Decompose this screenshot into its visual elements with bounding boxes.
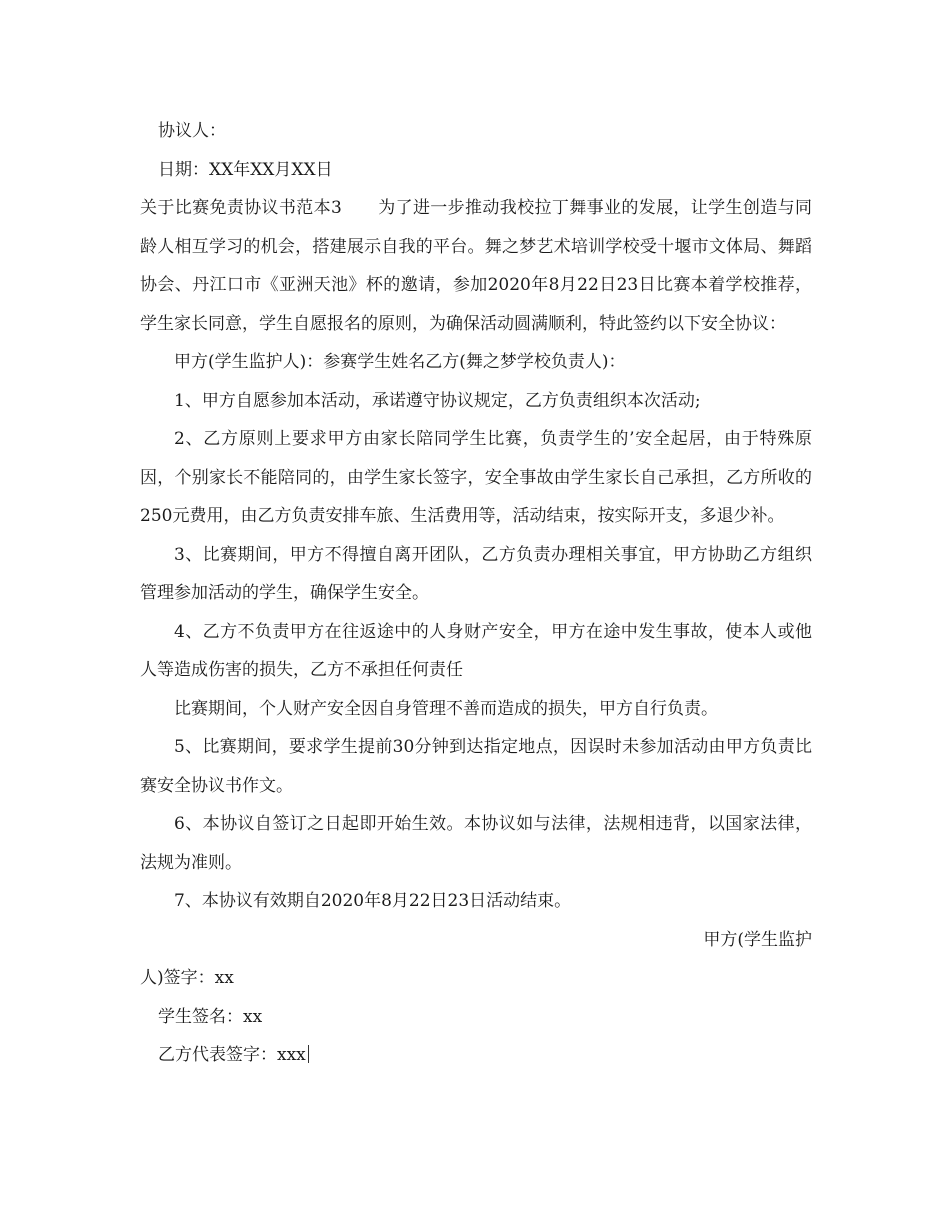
party-a-signature: 人)签字：xx bbox=[140, 968, 234, 988]
clause-6: 6、本协议自签订之日起即开始生效。本协议如与法律，法规相违背，以国家法律，法规为准则。 bbox=[140, 814, 812, 873]
party-b-signature: 乙方代表签字：xxx bbox=[158, 1045, 306, 1065]
clause-4: 4、乙方不负责甲方在往返途中的人身财产安全，甲方在途中发生事故，使本人或他人等造成伤害的损失，乙方不承担任何责任 bbox=[140, 621, 812, 680]
party-b-signature-line bbox=[140, 1036, 812, 1075]
clause-7: 7、本协议有效期自2020年8月22日23日活动结束。 bbox=[174, 891, 572, 911]
intro-paragraph bbox=[140, 189, 812, 343]
clause-5: 5、比赛期间，要求学生提前30分钟到达指定地点，因误时未参加活动由甲方负责比赛安全协议书作文。 bbox=[140, 737, 812, 796]
party-label: 协议人： bbox=[158, 121, 226, 141]
parties-line: 甲方(学生监护人)：参赛学生姓名乙方(舞之梦学校负责人)： bbox=[174, 352, 626, 372]
document-page bbox=[140, 112, 812, 1075]
text-cursor bbox=[308, 1045, 309, 1063]
party-a-signature-right: 甲方(学生监护 bbox=[703, 929, 812, 950]
clause-2: 2、乙方原则上要求甲方由家长陪同学生比赛，负责学生的’安全起居，由于特殊原因，个别家长不能陪同的，由学生家长签字，安全事故由学生家长自己承担，乙方所收的250元费用，由乙方负责安排车旅、生活费用等，活动结束，按实际开支，多退少补。 bbox=[140, 429, 812, 526]
intro-title: 关于比赛免责协议书范本3 bbox=[140, 198, 342, 218]
intro-text: 为了进一步推动我校拉丁舞事业的发展，让学生创造与同龄人相互学习的机会，搭建展示自我的平台。舞之梦艺术培训学校受十堰市文体局、舞蹈协会、丹江口市《亚洲天池》杯的邀请，参加2020年8月22日23日比赛本着学校推荐，学生家长同意，学生自愿报名的原则，为确保活动圆满顺利，特此签约以下安全协议： bbox=[140, 198, 812, 334]
date-line: 日期：XX年XX月XX日 bbox=[158, 159, 333, 180]
clause-3: 3、比赛期间，甲方不得擅自离开团队，乙方负责办理相关事宜，甲方协助乙方组织管理参加活动的学生，确保学生安全。 bbox=[140, 544, 812, 603]
clause-4-note: 比赛期间，个人财产安全因自身管理不善而造成的损失，甲方自行负责。 bbox=[174, 698, 718, 719]
student-signature: 学生签名：xx bbox=[158, 1006, 263, 1027]
clause-1: 1、甲方自愿参加本活动，承诺遵守协议规定，乙方负责组织本次活动; bbox=[174, 390, 701, 411]
